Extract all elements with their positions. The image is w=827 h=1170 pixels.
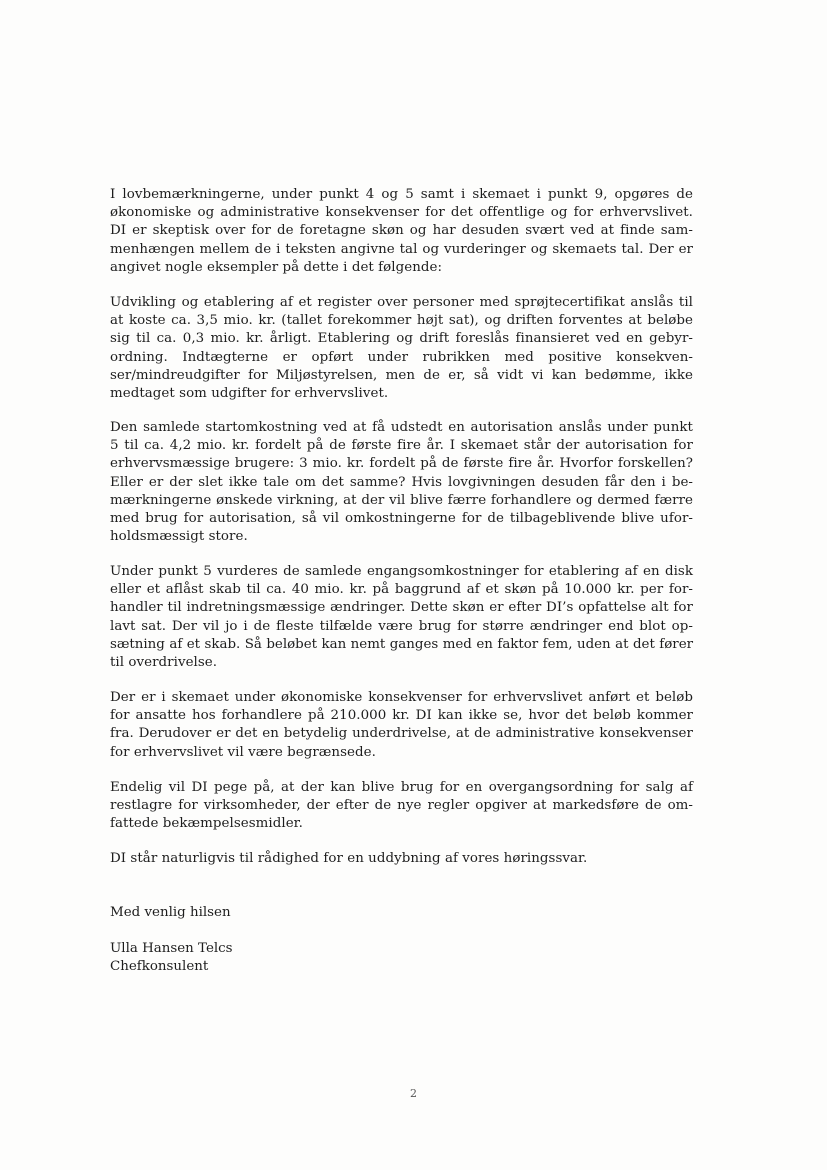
paragraph-line: holdsmæssigt store. [110,529,248,545]
paragraph-line: Eller er der slet ikke tale om det samme? Hvis lovgivningen desuden får den i be- [110,474,693,490]
paragraph-line: medtaget som udgifter for erhvervslivet. [110,386,389,402]
paragraph-3 [110,419,693,546]
paragraph-line: menhængen mellem de i teksten angivne tal og vurderinger og skemaets tal. Der er [110,241,693,257]
paragraph-line: 5 til ca. 4,2 mio. kr. fordelt på de første fire år. I skemaet står der autorisation for [110,438,693,454]
signer-name: Ulla Hansen Telcs [110,941,233,956]
paragraph-line: sig til ca. 0,3 mio. kr. årligt. Etablering og drift foreslås finansieret ved en gebyr- [110,331,693,347]
page-number: 2 [410,1087,417,1100]
paragraph-line: økonomiske og administrative konsekvenser for det offentlige og for erhvervslivet. [110,205,693,221]
paragraph-line: restlagre for virksomheder, der efter de nye regler opgiver at markedsføre de om- [110,798,693,814]
paragraph-line: angivet nogle eksempler på dette i det følgende: [110,259,443,275]
paragraph-1 [110,186,693,277]
paragraph-line: Udvikling og etablering af et register over personer med sprøjtecertifikat anslås til [110,295,693,310]
paragraph-line: Den samlede startomkostning ved at få udstedt en autorisation anslås under punkt [110,420,693,435]
paragraph-7 [110,850,693,868]
paragraph-line: I lovbemærkningerne, under punkt 4 og 5 samt i skemaet i punkt 9, opgøres de [110,187,693,202]
paragraph-5 [110,689,693,762]
paragraph-line: fra. Derudover er det en betydelig underdrivelse, at de administrative konsekvenser [110,726,693,742]
paragraph-line: lavt sat. Der vil jo i de fleste tilfælde være brug for større ændringer end blot op- [110,618,693,634]
paragraph-line: Endelig vil DI pege på, at der kan blive brug for en overgangsordning for salg af [110,780,693,795]
paragraph-line: at koste ca. 3,5 mio. kr. (tallet forekommer højt sat), og driften forventes at beløbe [110,313,693,329]
paragraph-line: med brug for autorisation, så vil omkostningerne for de tilbageblivende blive ufor- [110,511,693,527]
paragraph-line: for ansatte hos forhandlere på 210.000 kr. DI kan ikke se, hvor det beløb kommer [110,708,693,724]
paragraph-line: DI står naturligvis til rådighed for en uddybning af vores høringssvar. [110,851,588,866]
paragraph-line: mærkningerne ønskede virkning, at der vil blive færre forhandlere og dermed færre [110,492,693,508]
paragraph-line: erhvervsmæssige brugere: 3 mio. kr. fordelt på de første fire år. Hvorfor forskellen? [110,456,693,472]
paragraph-4 [110,563,693,672]
paragraph-line: fattede bekæmpelsesmidler. [110,816,303,832]
paragraph-line: handler til indretningsmæssige ændringer. Dette skøn er efter DI’s opfattelse alt for [110,600,693,616]
paragraph-line: ordning. Indtægterne er opført under rubrikken med positive konsekven- [110,349,693,365]
closing-greeting: Med venlig hilsen [110,905,231,920]
paragraph-line: sætning af et skab. Så beløbet kan nemt ganges med en faktor fem, uden at det fører [110,636,693,652]
paragraph-line: Der er i skemaet under økonomiske konsekvenser for erhvervslivet anført et beløb [110,690,693,705]
paragraph-line: for erhvervslivet vil være begrænsede. [110,744,376,760]
paragraph-line: Under punkt 5 vurderes de samlede engangsomkostninger for etablering af en disk [110,564,693,579]
paragraph-line: DI er skeptisk over for de foretagne skøn og har desuden svært ved at finde sam- [110,223,693,239]
signer-title: Chefkonsulent [110,959,209,974]
paragraph-6 [110,779,693,834]
paragraph-line: eller et aflåst skab til ca. 40 mio. kr. på baggrund af et skøn på 10.000 kr. per for- [110,582,693,598]
paragraph-2 [110,294,693,403]
paragraph-line: ser/mindreudgifter for Miljøstyrelsen, men de er, så vidt vi kan bedømme, ikke [110,367,693,383]
paragraph-line: til overdrivelse. [110,655,218,671]
